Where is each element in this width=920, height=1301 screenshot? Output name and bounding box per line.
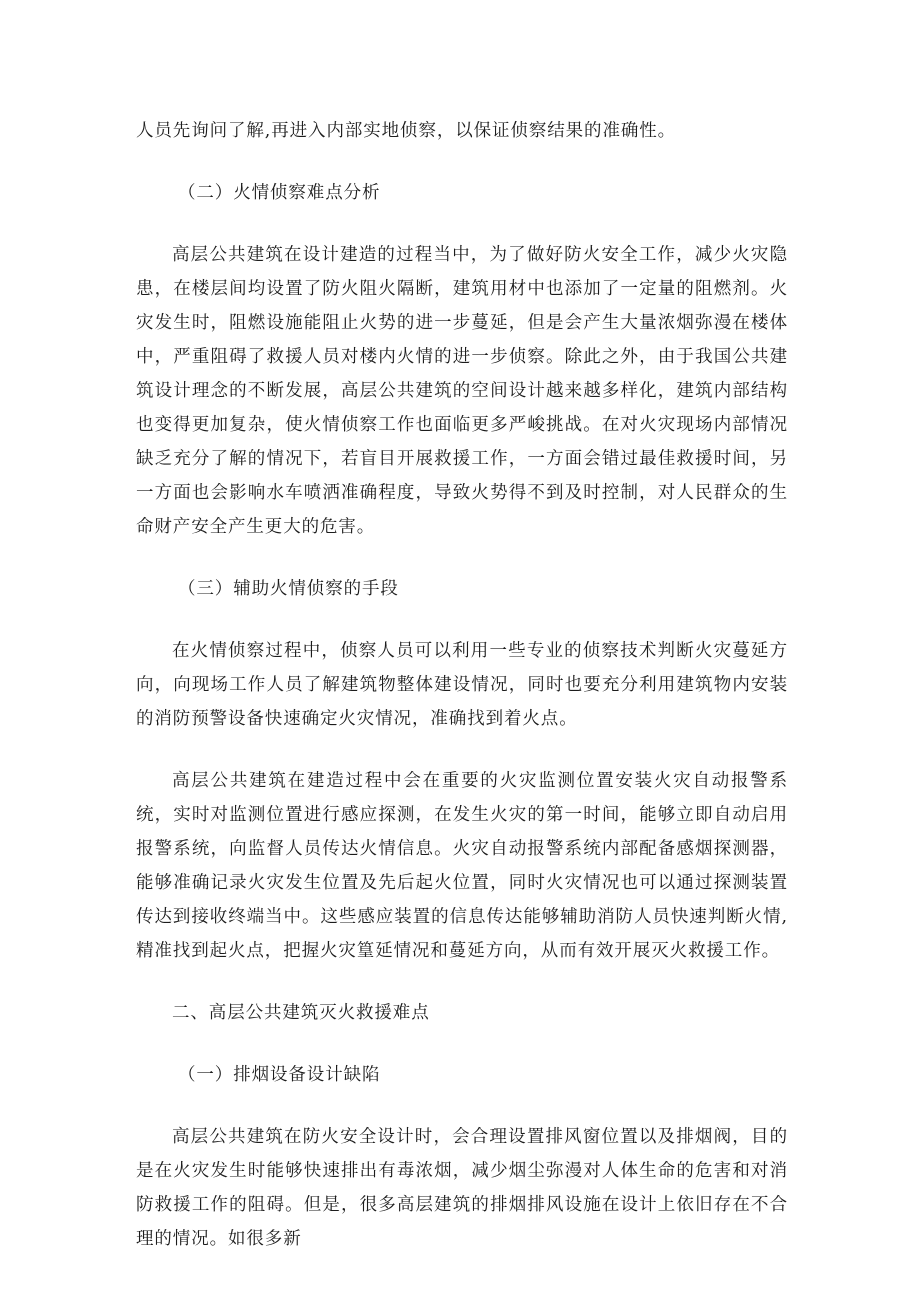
section-heading-fire-reconnaissance-difficulties: （二）火情侦察难点分析 bbox=[178, 183, 381, 203]
paragraph: 在火情侦察过程中，侦察人员可以利用一些专业的侦察技术判断火灾蔓延方向，向现场工作人员了解建筑物整体建设情况，同时也要充分利用建筑物内安装的消防预警设备快速确定火灾情况，准确找到着火点。 bbox=[136, 641, 788, 729]
chapter-heading-rescue-difficulties: 二、高层公共建筑灭火救援难点 bbox=[172, 1003, 430, 1023]
paragraph: 高层公共建筑在建造过程中会在重要的火灾监测位置安装火灾自动报警系统，实时对监测位置进行感应探测，在发生火灾的第一时间，能够立即自动启用报警系统，向监督人员传达火情信息。火灾自动报警系统内部配备感烟探测器，能够准确记录火灾发生位置及先后起火位置，同时火灾情况也可以通过探测装置传达到接收终端当中。这些感应装置的信息传达能够辅助消防人员快速判断火情,精准找到起火点，把握火灾篁延情况和蔓延方向，从而有效开展灭火救援工作。 bbox=[136, 771, 788, 961]
paragraph-continued: 人员先询问了解,再进入内部实地侦察，以保证侦察结果的准确性。 bbox=[136, 121, 677, 141]
document-body bbox=[136, 114, 788, 1284]
section-heading-smoke-exhaust-defects: （一）排烟设备设计缺陷 bbox=[178, 1065, 381, 1085]
section-heading-auxiliary-reconnaissance-means: （三）辅助火情侦察的手段 bbox=[178, 579, 399, 599]
paragraph: 高层公共建筑在防火安全设计时，会合理设置排风窗位置以及排烟阀，目的是在火灾发生时能够快速排出有毒浓烟，减少烟尘弥漫对人体生命的危害和对消防救援工作的阻碍。但是，很多高层建筑的排烟排风设施在设计上依旧存在不合理的情况。如很多新 bbox=[136, 1127, 788, 1249]
paragraph: 高层公共建筑在设计建造的过程当中，为了做好防火安全工作，减少火灾隐患，在楼层间均设置了防火阻火隔断，建筑用材中也添加了一定量的阻燃剂。火灾发生时，阻燃设施能阻止火势的进一步蔓延，但是会产生大量浓烟弥漫在楼体中，严重阻碍了救援人员对楼内火情的进一步侦察。除此之外，由于我国公共建筑设计理念的不断发展，高层公共建筑的空间设计越来越多样化，建筑内部结构也变得更加复杂，使火情侦察工作也面临更多严峻挑战。在对火灾现场内部情况缺乏充分了解的情况下，若盲目开展救援工作，一方面会错过最佳救援时间，另一方面也会影响水车喷洒准确程度，导致火势得不到及时控制，对人民群众的生命财产安全产生更大的危害。 bbox=[136, 245, 788, 537]
